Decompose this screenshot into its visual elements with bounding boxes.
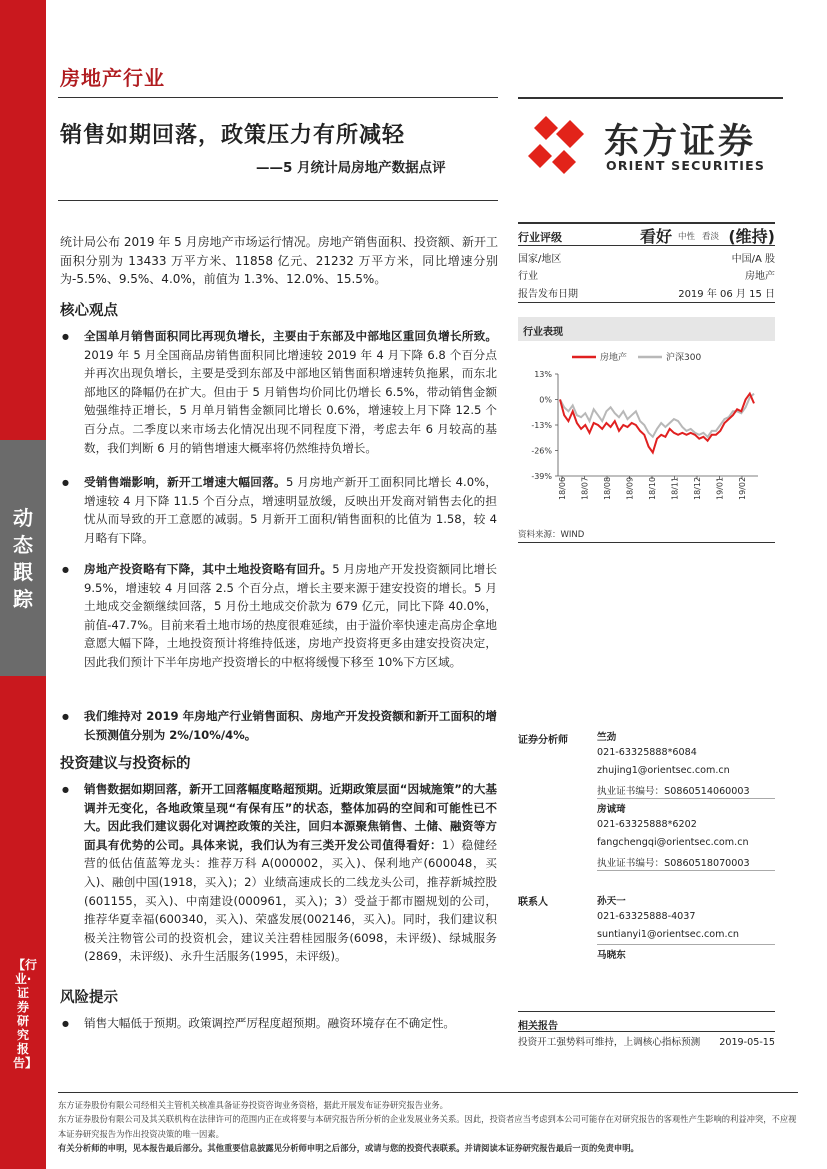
core-point-3 <box>84 560 497 672</box>
analyst-label: 证券分析师 <box>518 735 568 746</box>
core-point-2 <box>84 473 497 547</box>
info-label: 行业 <box>518 271 538 282</box>
analyst-name: 房诚琦 <box>597 804 626 815</box>
info-row-date <box>518 285 775 300</box>
logo-chinese-name: 东方证券 <box>604 122 757 162</box>
contact-email: suntianyi1@orientsec.com.cn <box>597 929 739 940</box>
legend-label: 沪深300 <box>666 353 702 363</box>
report-type-label: 动态跟踪 <box>13 506 33 611</box>
logo-english-name: ORIENT SECURITIES <box>606 158 766 173</box>
invest-bold: 销售数据如期回落，新开工回落幅度略超预期。近期政策层面“因城施策”的大基调并无变化，各地政策呈现“有保有压”的状态，整体加码的空间和可能性已不大。因此我们建议弱化对调控政策的关注，回归本源聚焦销售、土储、融资等方面具有优势的公司。具体来说，我们认为有三类开发公司值得看好： <box>84 782 497 852</box>
core-point-4 <box>84 707 497 744</box>
analyst-phone: 021-63325888*6084 <box>597 747 697 758</box>
core-point-4-bold: 我们维持对 2019 年房地产行业销售面积、房地产开发投资额和新开工面积的增长预测值分别为 2%/10%/4%。 <box>84 709 497 742</box>
rating-status: (维持) <box>728 227 775 246</box>
contact-name: 孙天一 <box>597 896 626 907</box>
x-tick-label: 18/08 <box>603 476 612 500</box>
section-heading-invest: 投资建议与投资标的 <box>60 756 191 772</box>
divider <box>58 1092 798 1093</box>
core-point-2-bold: 受销售端影响，新开工增速大幅回落。 <box>84 475 286 489</box>
info-label: 报告发布日期 <box>518 289 578 300</box>
x-tick-label: 18/11 <box>670 476 680 500</box>
core-point-3-bold: 房地产投资略有下降，其中土地投资略有回升。 <box>84 562 333 576</box>
bullet-icon: ● <box>62 712 69 721</box>
rating-option-neutral: 中性 <box>678 232 696 242</box>
divider <box>518 245 775 246</box>
bullet-icon: ● <box>62 332 69 341</box>
report-category-label: 【行业·证券研究报告】 <box>13 958 38 1070</box>
analyst-email: zhujing1@orientsec.com.cn <box>597 765 730 776</box>
core-point-1 <box>84 327 497 457</box>
divider <box>518 97 783 99</box>
footer-line: 东方证券股份有限公司经相关主管机关核准具备证券投资咨询业务资格，据此开展发布证券研究报告业务。 <box>58 1100 448 1110</box>
rating-label: 行业评级 <box>518 231 562 244</box>
info-value: 中国/A 股 <box>731 254 775 265</box>
bullet-icon: ● <box>62 478 69 487</box>
analyst-name: 竺劲 <box>597 732 617 743</box>
bullet-icon: ● <box>62 785 69 794</box>
bullet-icon: ● <box>62 565 69 574</box>
report-title: 销售如期回落，政策压力有所减轻 <box>60 123 406 148</box>
divider <box>518 1031 775 1032</box>
performance-header: 行业表现 <box>518 317 775 341</box>
x-tick-label: 19/02 <box>738 476 747 500</box>
related-heading: 相关报告 <box>518 1021 558 1032</box>
analyst-cert: 执业证书编号：S0860518070003 <box>597 858 750 869</box>
x-tick-label: 19/01 <box>715 476 725 500</box>
legend-label: 房地产 <box>600 353 628 363</box>
info-row-region <box>518 250 775 265</box>
info-label: 国家/地区 <box>518 254 562 265</box>
performance-chart <box>518 348 778 518</box>
analyst-cert: 执业证书编号：S0860514060003 <box>597 786 750 797</box>
section-heading-core: 核心观点 <box>60 303 118 319</box>
logo-mark-icon <box>526 114 592 176</box>
y-tick-label: -13% <box>531 421 552 430</box>
divider <box>58 200 498 201</box>
chart-source: 资料来源：WIND <box>518 530 585 540</box>
rating-value: 看好 <box>640 227 673 246</box>
related-report[interactable] <box>518 1035 775 1051</box>
x-tick-label: 18/10 <box>648 476 657 500</box>
core-point-3-text: 5 月房地产开发投资额同比增长 9.5%，增速较 4 月回落 2.5 个百分点，增长主要来源于建安投资的增长。5 月土地成交金额继续回落，5 月份土地成交价款为 679 亿元，同比下降 40.0%，前值-47.7%。目前来看土地市场的热度很难延续，由于溢价率快速走高房企拿地意愿大幅下降，土地投资预计将维持低迷，房地产投资将更多由建安投资决定，因此我们预计下半年房地产投资增长的中枢将缓慢下移至 10%下方区域。 <box>84 562 497 669</box>
y-tick-label: -26% <box>531 446 552 456</box>
core-point-2-text: 5 月房地产新开工面积同比增长 4.0%，增速较 4 月下降 11.5 个百分点，增速明显放缓，反映出开发商对销售去化的担忧从而导致的开工意愿的减弱。5 月新开工面积/销售面积的比值为 1.58，较 4 月略有下降。 <box>84 475 497 545</box>
divider <box>518 542 775 543</box>
related-report-title[interactable]: 投资开工强势料可维持，上调核心指标预测 <box>518 1037 701 1048</box>
divider <box>518 1011 775 1012</box>
company-logo <box>526 114 788 176</box>
risk-text: 销售大幅低于预期。政策调控严厉程度超预期。融资环境存在不确定性。 <box>84 1016 456 1030</box>
section-heading-risk: 风险提示 <box>60 990 118 1006</box>
core-point-1-bold: 全国单月销售面积同比再现负增长，主要由于东部及中部地区重回负增长所致。 <box>84 329 497 343</box>
intro-paragraph: 统计局公布 2019 年 5 月房地产市场运行情况。房地产销售面积、投资额、新开工面积分别为 13433 万平方米、11858 亿元、21232 万平方米，同比增速分别为-5.5%、9.5%、4.0%，前值为 1.3%、12.0%、15.5%。 <box>60 235 498 287</box>
divider <box>597 798 775 799</box>
y-tick-label: 13% <box>534 370 552 379</box>
core-point-1-text: 2019 年 5 月全国商品房销售面积同比增速较 2019 年 4 月下降 6.8 个百分点并再次出现负增长，主要是受到东部及中部地区销售面积增速转负拖累，而东北部地区的降幅仍在扩大。但由于 5 月销售均价同比仍增长 6.5%，带动销售金额勉强维持正增长，5 月单月销售金额同比增长 0.6%，增速较上月下降 12.5 个百分点。二季度以来市场去化情况出现不同程度下滑，考虑去年 6 月较高的基数，我们判断 6 月的销售增速大概率将仍然维持负增长。 <box>84 347 497 455</box>
x-tick-label: 18/09 <box>625 476 635 500</box>
invest-text: 1）稳健经营的低估值蓝筹龙头：推荐万科 A(000002，买入)、保利地产(600048，买入)、融创中国(1918，买入)；2）业绩高速成长的二线龙头公司，推荐新城控股(601155，买入)、中南建设(000961，买入)；3）受益于都市圈规划的公司，推荐华夏幸福(600340，买入)、荣盛发展(002146，买入)。同时，我们建议积极关注物管公司的投资机会，建议关注碧桂园服务(6098，未评级)、绿城服务(2869，未评级)、永升生活服务(1995，未评级)。 <box>84 837 497 964</box>
report-subtitle: ——5 月统计局房地产数据点评 <box>256 160 446 176</box>
info-value: 2019 年 06 月 15 日 <box>678 289 775 300</box>
divider <box>597 870 775 871</box>
analyst-email: fangchengqi@orientsec.com.cn <box>597 837 749 848</box>
footer-line: 东方证券股份有限公司及其关联机构在法律许可的范围内正在或将要与本研究报告所分析的企业发展业务关系。因此，投资者应当考虑到本公司可能存在对研究报告的客观性产生影响的利益冲突，不应视本证券研究报告为作出投资决策的唯一因素。 <box>58 1114 797 1139</box>
divider <box>518 302 775 303</box>
contact-name: 马晓东 <box>597 950 626 961</box>
x-tick-label: 18/07 <box>580 476 590 500</box>
x-tick-label: 18/12 <box>693 476 702 500</box>
series-line <box>560 394 754 453</box>
contact-phone: 021-63325888-4037 <box>597 911 696 922</box>
rating-option-negative: 看淡 <box>702 232 720 242</box>
y-tick-label: 0% <box>539 395 552 405</box>
contact-label: 联系人 <box>518 897 548 908</box>
info-value: 房地产 <box>745 271 775 282</box>
footer-disclaimer <box>58 1098 798 1155</box>
analyst-phone: 021-63325888*6202 <box>597 819 697 830</box>
invest-paragraph <box>84 780 497 966</box>
x-tick-label: 18/06 <box>558 476 567 500</box>
info-row-industry <box>518 267 775 282</box>
y-tick-label: -39% <box>531 472 552 481</box>
related-report-date: 2019-05-15 <box>719 1037 775 1048</box>
divider <box>58 97 498 98</box>
sector-title: 房地产行业 <box>60 66 165 90</box>
bullet-icon: ● <box>62 1019 69 1028</box>
footer-line: 有关分析师的申明，见本报告最后部分。其他重要信息披露见分析师申明之后部分，或请与您的投资代表联系。并请阅读本证券研究报告最后一页的免责申明。 <box>58 1142 639 1153</box>
divider <box>597 944 775 945</box>
